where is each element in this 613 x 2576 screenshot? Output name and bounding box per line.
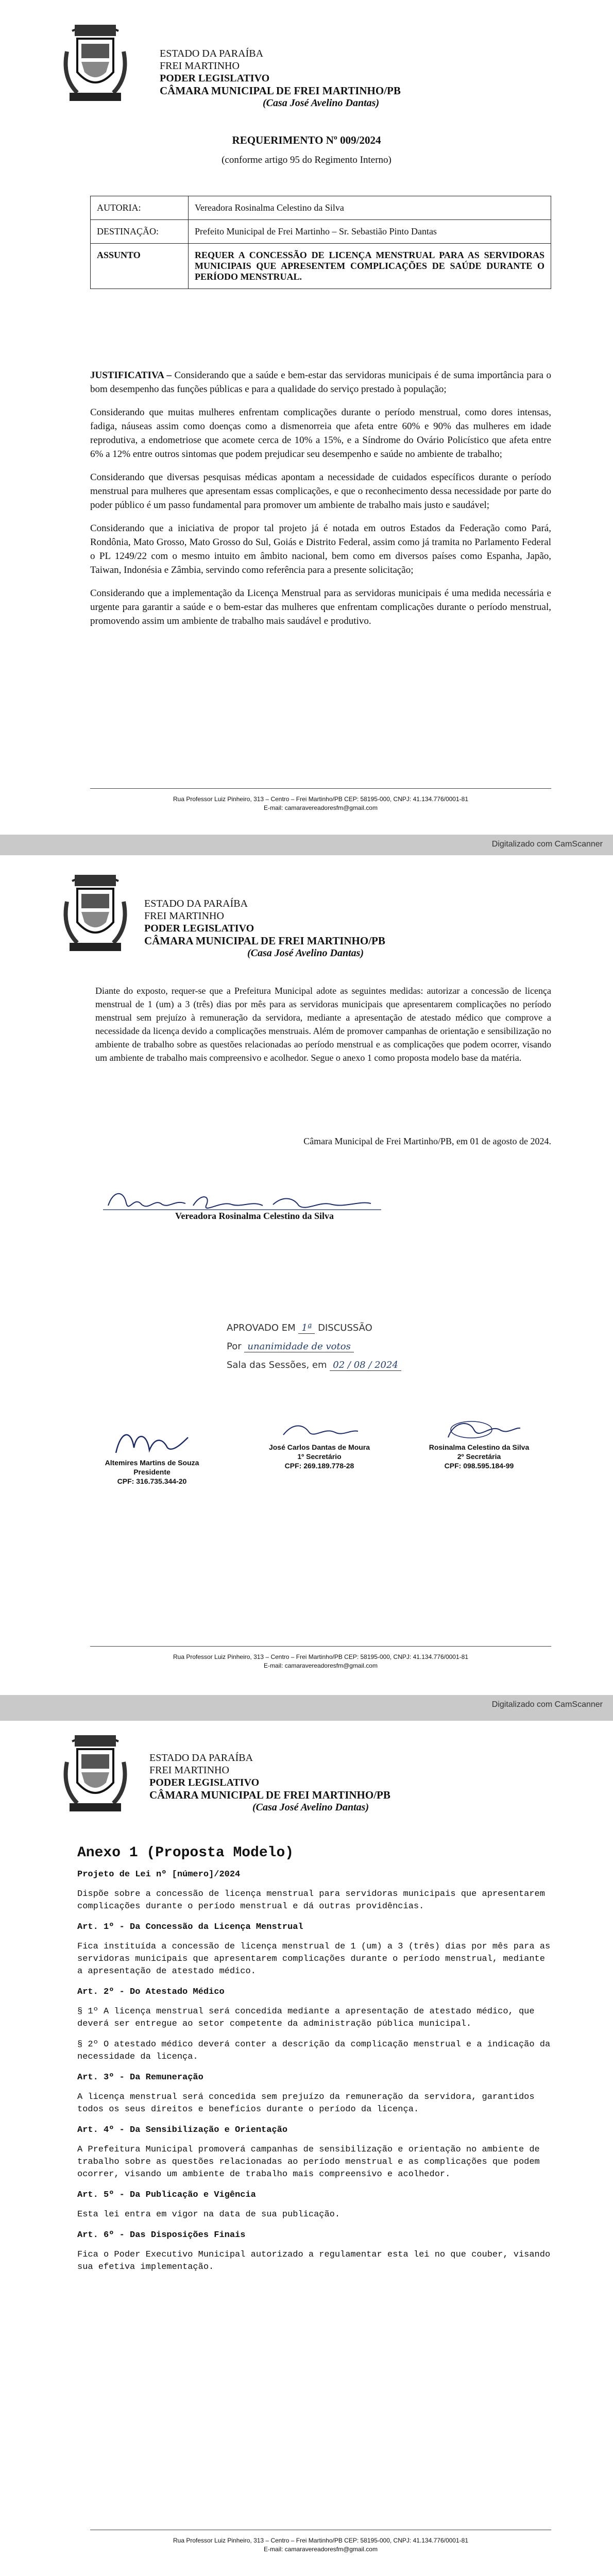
table-key: AUTORIA:	[91, 196, 189, 220]
state-name: ESTADO DA PARAÍBA	[144, 898, 248, 909]
page-footer	[90, 1646, 551, 1670]
closing-date: Câmara Municipal de Frei Martinho/PB, em 01 de agosto de 2024.	[303, 1136, 551, 1146]
stamp-por-value: unanimidade de votos	[244, 1341, 353, 1352]
stamp-approved-line	[227, 1319, 401, 1337]
city-name: FREI MARTINHO	[160, 60, 240, 72]
signer-cpf: CPF: 269.189.778-28	[284, 1462, 354, 1470]
signer-second-secretary	[412, 1417, 546, 1470]
stamp-approved-label: APROVADO EM	[227, 1323, 296, 1333]
footer-email: E-mail: camaravereadoresfm@gmail.com	[264, 2546, 378, 2553]
article-title: Art. 4º - Da Sensibilização e Orientação	[77, 2125, 288, 2135]
table-value: Vereadora Rosinalma Celestino da Silva	[189, 196, 551, 220]
article-text: § 1º A licença menstrual será concedida mediante a apresentação de atestado médico, que deverá ser entregue ao setor competente da administração pública municipal.	[77, 2007, 535, 2029]
page-2	[0, 855, 613, 1695]
page-3	[0, 1721, 613, 2576]
annex-heading: Anexo 1 (Proposta Modelo)	[77, 1845, 294, 1861]
signature-mark	[106, 1427, 198, 1458]
footer-address: Rua Professor Luiz Pinheiro, 313 – Centro – Frei Martinho/PB CEP: 58195-000, CNPJ: 41.134.776/0001-81	[173, 795, 468, 803]
signature-mark	[433, 1417, 525, 1443]
city-name: FREI MARTINHO	[144, 910, 224, 922]
municipal-crest-icon	[57, 871, 134, 958]
table-key: DESTINAÇÃO:	[91, 220, 189, 244]
table-row	[91, 196, 551, 220]
article-title: Art. 1º - Da Concessão da Licença Menstrual	[77, 1922, 303, 1932]
request-body	[95, 984, 551, 1064]
signer-first-secretary	[252, 1417, 386, 1470]
chamber-name: CÂMARA MUNICIPAL DE FREI MARTINHO/PB	[160, 84, 401, 97]
scanner-watermark: Digitalizado com CamScanner	[491, 1700, 603, 1709]
approval-stamp	[227, 1319, 401, 1375]
signature-mark	[273, 1417, 366, 1443]
signer-name: José Carlos Dantas de Moura	[268, 1443, 370, 1451]
letterhead	[57, 871, 561, 958]
document-subtitle: (conforme artigo 95 do Regimento Interno)	[222, 155, 391, 165]
power-name: PODER LEGISLATIVO	[160, 73, 270, 84]
signer-role: 1º Secretário	[297, 1452, 342, 1461]
state-name: ESTADO DA PARAÍBA	[160, 48, 264, 59]
bill-summary: Dispõe sobre a concessão de licença menstrual para servidoras municipais que apresentarem complicações durante o período menstrual e dá outras providências.	[77, 1889, 545, 1911]
city-name: FREI MARTINHO	[149, 1765, 229, 1776]
letterhead	[57, 21, 561, 108]
signer-president	[93, 1427, 211, 1486]
signer-role: 2º Secretária	[457, 1452, 501, 1461]
municipal-crest-icon	[57, 1731, 134, 1819]
document-title: REQUERIMENTO Nº 009/2024	[232, 134, 381, 146]
power-name: PODER LEGISLATIVO	[149, 1777, 260, 1788]
stamp-session-date: 02 / 08 / 2024	[330, 1360, 401, 1371]
stamp-approved-value: 1ª	[298, 1323, 315, 1334]
signer-cpf: CPF: 098.595.184-99	[444, 1462, 514, 1470]
page-1	[0, 0, 613, 835]
paragraph: Considerando que a implementação da Licença Menstrual para as servidoras municipais é uma medida necessária e urgente para garantir a saúde e o bem-estar das mulheres que enfrentam complicações durante o período menstrual, promovendo assim um ambiente de trabalho mais saudável e produtivo.	[90, 588, 551, 626]
signature-name: Vereadora Rosinalma Celestino da Silva	[175, 1211, 334, 1221]
bill-number: Projeto de Lei nº [número]/2024	[77, 1870, 241, 1879]
justification-label: JUSTIFICATIVA –	[90, 370, 172, 381]
paragraph: Considerando que muitas mulheres enfrentam complicações durante o período menstrual, como dores intensas, fadiga, náuseas assim como doenças como a dismenorreia que afeta entre 60% e 90% das mulheres em idade reprodutiva, a endometriose que acomete cerca de 10% a 15%, e a Síndrome do Ovário Policístico que afeta entre 6% a 12% entre outros sintomas que podem prejudicar seu desempenho e saúde no ambiente de trabalho;	[90, 407, 551, 460]
state-name: ESTADO DA PARAÍBA	[149, 1752, 253, 1764]
article-text: § 2º O atestado médico deverá conter a descrição da complicação menstrual e a indicação da necessidade da licença.	[77, 2040, 551, 2062]
chamber-name: CÂMARA MUNICIPAL DE FREI MARTINHO/PB	[144, 935, 385, 947]
scanner-watermark: Digitalizado com CamScanner	[491, 840, 603, 849]
table-value: Prefeito Municipal de Frei Martinho – Sr. Sebastião Pinto Dantas	[189, 220, 551, 244]
annex-proposal	[77, 1847, 551, 2282]
article-text: A Prefeitura Municipal promoverá campanhas de sensibilização e orientação no ambiente de trabalho sobre as questões relacionadas ao período menstrual e as complicações que podem ocorrer, visando um ambiente de trabalho mais compreensivo e acolhedor.	[77, 2145, 540, 2179]
page-footer	[90, 788, 551, 812]
paragraph: Considerando que diversas pesquisas médicas apontam a necessidade de cuidados específicos durante o período menstrual para mulheres que apresentam essas complicações, e que o reconhecimento dessa necessidade por parte do poder público é um passo fundamental para promover um ambiente de trabalho mais justo e saudável;	[90, 472, 551, 511]
power-name: PODER LEGISLATIVO	[144, 923, 254, 934]
municipal-crest-icon	[57, 21, 134, 108]
footer-address: Rua Professor Luiz Pinheiro, 313 – Centro – Frei Martinho/PB CEP: 58195-000, CNPJ: 41.134.776/0001-81	[173, 1653, 468, 1660]
paragraph	[90, 368, 551, 396]
article-title: Art. 2º - Do Atestado Médico	[77, 1987, 225, 1997]
article-text: A licença menstrual será concedida sem prejuízo da remuneração da servidora, garantidos todos os seus direitos e benefícios durante o período da licença.	[77, 2092, 535, 2114]
article-title: Art. 5º - Da Publicação e Vigência	[77, 2190, 256, 2200]
justification-body	[90, 368, 551, 637]
article-title: Art. 6º - Das Disposições Finais	[77, 2230, 246, 2240]
stamp-por-line	[227, 1337, 401, 1356]
signer-name: Rosinalma Celestino da Silva	[429, 1443, 530, 1451]
table-key: ASSUNTO	[91, 244, 189, 289]
footer-address: Rua Professor Luiz Pinheiro, 313 – Centro – Frei Martinho/PB CEP: 58195-000, CNPJ: 41.134.776/0001-81	[173, 2537, 468, 2544]
table-row	[91, 244, 551, 289]
signer-cpf: CPF: 316.735.344-20	[117, 1477, 187, 1485]
footer-email: E-mail: camaravereadoresfm@gmail.com	[264, 804, 378, 811]
stamp-session-line	[227, 1356, 401, 1375]
stamp-session-label: Sala das Sessões, em	[227, 1360, 327, 1370]
letterhead	[57, 1731, 561, 1819]
article-text: Esta lei entra em vigor na data de sua publicação.	[77, 2210, 340, 2219]
paragraph: Diante do exposto, requer-se que a Prefeitura Municipal adote as seguintes medidas: autorizar a concessão de licença menstrual de 1 (um) a 3 (três) dias por mês para as servidoras municipais que apresentarem complicações no período menstrual sem prejuízo à remuneração da servidora, mediante a apresentação de atestado médico que comprove a necessidade da licença devido a complicações menstruais. Além de promover campanhas de orientação e sensibilização no ambiente de trabalho sobre as questões relacionadas ao período menstrual e as complicações que podem ocorrer, visando um ambiente de trabalho mais compreensivo e acolhedor. Segue o anexo 1 como proposta modelo base da matéria.	[95, 986, 551, 1063]
article-text: Fica o Poder Executivo Municipal autorizado a regulamentar esta lei no que couber, visando sua efetiva implementação.	[77, 2250, 551, 2272]
house-name: (Casa José Avelino Dantas)	[252, 1802, 369, 1813]
signer-role: Presidente	[133, 1468, 171, 1476]
table-row	[91, 220, 551, 244]
article-title: Art. 3º - Da Remuneração	[77, 2073, 203, 2082]
house-name: (Casa José Avelino Dantas)	[263, 97, 380, 109]
footer-email: E-mail: camaravereadoresfm@gmail.com	[264, 1662, 378, 1669]
paragraph: Considerando que a iniciativa de propor tal projeto já é notada em outros Estados da Federação como Pará, Rondônia, Mato Grosso, Mato Grosso do Sul, Goiás e Distrito Federal, assim como já tramita no Parlamento Federal o PL 1249/22 com o mesmo intuito em âmbito nacional, bem como em diversos países como Espanha, Japão, Taiwan, Indonésia e Zâmbia, servindo como referência para a presente solicitação;	[90, 523, 551, 575]
board-signatures	[93, 1406, 546, 1510]
stamp-discussion-label: DISCUSSÃO	[318, 1323, 372, 1333]
article-text: Fica instituída a concessão de licença menstrual de 1 (um) a 3 (três) dias por mês para as servidoras municipais que apresentarem complicações durante o período menstrual, mediante a apresentação de atestado médico.	[77, 1942, 551, 1976]
house-name: (Casa José Avelino Dantas)	[247, 947, 364, 959]
chamber-name: CÂMARA MUNICIPAL DE FREI MARTINHO/PB	[149, 1789, 390, 1801]
table-value: REQUER A CONCESSÃO DE LICENÇA MENSTRUAL PARA AS SERVIDORAS MUNICIPAIS QUE APRESENTEM COMPLICAÇÕES DE SAÚDE DURANTE O PERÍODO MENSTRUAL.	[189, 244, 551, 289]
page-footer	[90, 2530, 551, 2554]
paragraph-text: Considerando que a saúde e bem-estar das servidoras municipais é de suma importância para o bom desempenho das funções públicas e para a qualidade do serviço prestado à população;	[90, 370, 552, 395]
signer-name: Altemires Martins de Souza	[105, 1459, 199, 1467]
stamp-por-label: Por	[227, 1341, 242, 1352]
request-info-table	[90, 196, 551, 289]
